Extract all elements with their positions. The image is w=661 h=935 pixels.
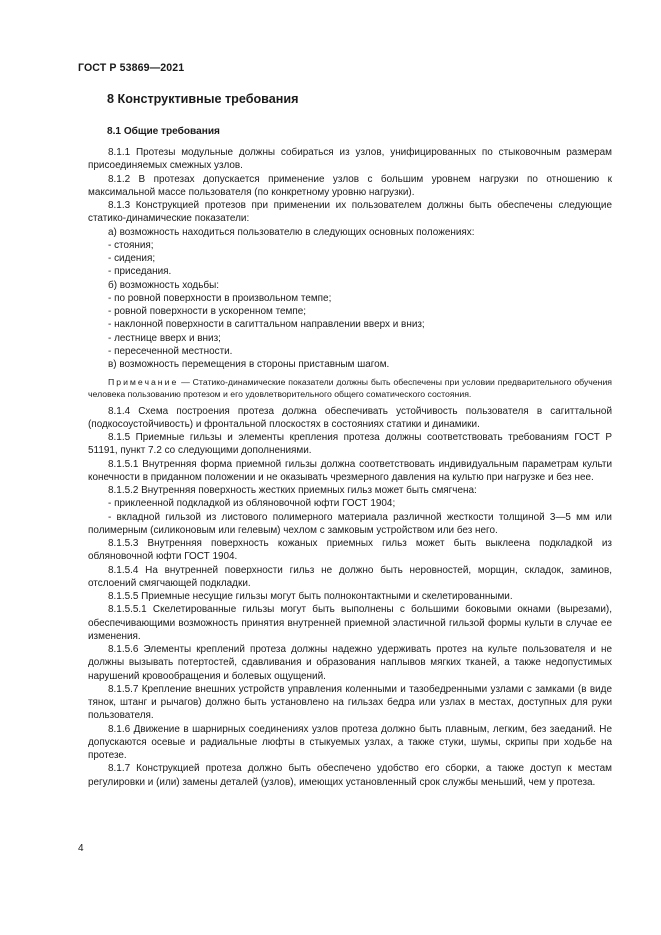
list-item: - приклеенной подкладкой из обляновочной юфти ГОСТ 1904; <box>108 498 396 510</box>
list-heading-v: в) возможность перемещения в стороны приставным шагом. <box>108 359 390 370</box>
section-title: 8 Конструктивные требования <box>107 92 299 106</box>
paragraph-8-1-5-4: 8.1.5.4 На внутренней поверхности гильз не должно быть неровностей, морщин, складок, заминов, отслоений смягчающей подкладки. <box>88 564 612 589</box>
page-number: 4 <box>78 843 84 854</box>
list-item: - пересеченной местности. <box>108 345 233 357</box>
paragraph-8-1-5-1: 8.1.5.1 Внутренняя форма приемной гильзы должна соответствовать индивидуальным параметрам культи конечности в приданном положении и не оказывать чрезмерного давления на культю при нагрузке и без нее. <box>88 458 612 483</box>
list-item: - приседания. <box>108 266 172 278</box>
list-heading-b: б) возможность ходьбы: <box>108 279 220 291</box>
note <box>88 376 612 400</box>
paragraph-8-1-6: 8.1.6 Движение в шарнирных соединениях узлов протеза должно быть плавным, легким, без заеданий. Не допускаются осевые и радиальные люфты в стыкуемых узлах, а также стуки, шумы, скрипы при ходьбе на протезе. <box>88 723 612 762</box>
subsection-title: 8.1 Общие требования <box>107 126 220 137</box>
note-text: — Статико-динамические показатели должны быть обеспечены при условии предварительного обучения человека пользованию протезом и его удовлетворительного общего соматического состояния. <box>88 377 612 400</box>
paragraph-8-1-4: 8.1.4 Схема построения протеза должна обеспечивать устойчивость пользователя в сагиттальной (подкосоустойчивость) и фронтальной плоскостях в состояниях статики и динамики. <box>88 405 612 430</box>
list-item: - наклонной поверхности в сагиттальном направлении вверх и вниз; <box>108 319 425 331</box>
list-item: - стояния; <box>108 239 154 251</box>
paragraph-8-1-5-7: 8.1.5.7 Крепление внешних устройств управления коленными и тазобедренными узлами с замками (в виде тянок, штанг и рычагов) должно быть установлено на гильзах бедра или узлах в местах, доступных для руки пользователя. <box>88 683 612 722</box>
note-label: Примечание <box>108 377 179 388</box>
paragraph-8-1-2: 8.1.2 В протезах допускается применение узлов с большим уровнем нагрузки по отношению к максимальной массе пользователя (по конкретному уровню нагрузки). <box>88 173 612 198</box>
paragraph-8-1-3: 8.1.3 Конструкцией протезов при применении их пользователем должны быть обеспечены следующие статико-динамические показатели: <box>88 200 612 225</box>
list-item: - ровной поверхности в ускоренном темпе; <box>108 306 307 317</box>
list-item: - по ровной поверхности в произвольном темпе; <box>108 292 332 304</box>
paragraph-8-1-5-3: 8.1.5.3 Внутренняя поверхность кожаных приемных гильз может быть выклеена подкладкой из обляновочной юфти ГОСТ 1904. <box>88 538 612 563</box>
list-item: - сидения; <box>108 253 156 264</box>
paragraph-8-1-5-5: 8.1.5.5 Приемные несущие гильзы могут быть полноконтактными и скелетированными. <box>108 591 513 603</box>
list-item: - лестнице вверх и вниз; <box>108 332 221 344</box>
paragraph-8-1-1: 8.1.1 Протезы модульные должны собираться из узлов, унифицированных по стыковочным размерам присоединяемых смежных узлов. <box>88 147 612 172</box>
document-body <box>88 146 612 789</box>
paragraph-8-1-5-6: 8.1.5.6 Элементы креплений протеза должны надежно удерживать протез на культе пользователя и не должны вызывать потертостей, сдавливания и образования наплывов мягких тканей, а также недопустимых нарушений кровообращения и болевых ощущений. <box>88 644 612 682</box>
paragraph-8-1-5-2: 8.1.5.2 Внутренняя поверхность жестких приемных гильз может быть смягчена: <box>108 485 477 497</box>
paragraph-8-1-5: 8.1.5 Приемные гильзы и элементы крепления протеза должны соответствовать требованиям ГОСТ Р 51191, пункт 7.2 со следующими дополнениями. <box>88 432 612 457</box>
standard-header: ГОСТ Р 53869—2021 <box>78 62 185 74</box>
list-heading-a: а) возможность находиться пользователю в следующих основных положениях: <box>108 226 475 238</box>
list-item: - вкладной гильзой из листового полимерного материала различной жесткости толщиной 3—5 мм или полимерным (силиконовым или гелевым) чехлом с замковым устройством или без него. <box>88 511 612 536</box>
paragraph-8-1-7: 8.1.7 Конструкцией протеза должно быть обеспечено удобство его сборки, а также доступ к местам регулировки и (или) замены деталей (узлов), имеющих установленный срок службы меньший, чем у протеза. <box>88 763 612 788</box>
paragraph-8-1-5-5-1: 8.1.5.5.1 Скелетированные гильзы могут быть выполнены с большими боковыми окнами (вырезами), обеспечивающими возможность принятия внутренней приемной эластичной гильзой формы культи в случае ее изменения. <box>88 604 612 642</box>
